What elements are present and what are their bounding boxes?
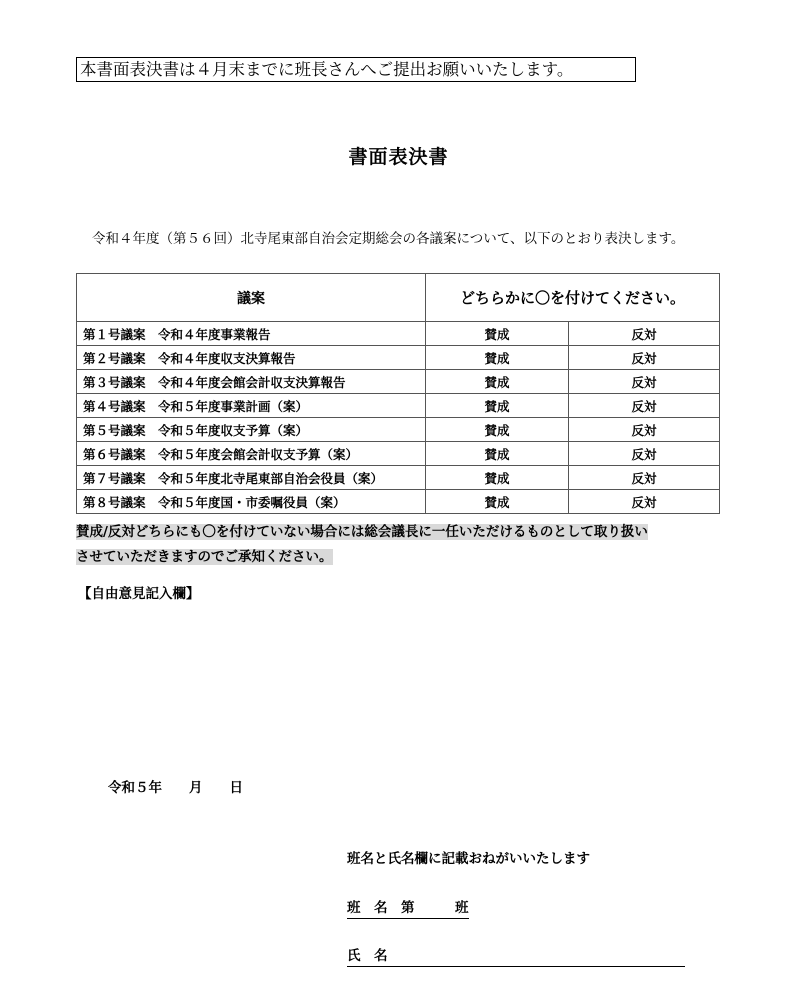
agenda-item-label: 第１号議案 令和４年度事業報告 (77, 322, 426, 346)
table-header-row (77, 274, 720, 322)
fill-request-text: 班名と氏名欄に記載おねがいいたします (347, 851, 590, 867)
approve-option[interactable]: 賛成 (426, 442, 569, 466)
table-row (77, 442, 720, 466)
free-opinion-heading: 【自由意見記入欄】 (78, 586, 200, 602)
note-line-2: させていただきますのでご承知ください。 (76, 549, 333, 565)
agenda-item-label: 第３号議案 令和４年度会館会計収支決算報告 (77, 370, 426, 394)
approve-option[interactable]: 賛成 (426, 466, 569, 490)
intro-text: 令和４年度（第５６回）北寺尾東部自治会定期総会の各議案について、以下のとおり表決します。 (92, 231, 685, 247)
header-item: 議案 (77, 274, 426, 322)
resolution-table (76, 273, 720, 514)
agenda-item-label: 第４号議案 令和５年度事業計画（案） (77, 394, 426, 418)
oppose-option[interactable]: 反対 (569, 346, 720, 370)
agenda-item-label: 第５号議案 令和５年度収支予算（案） (77, 418, 426, 442)
approve-option[interactable]: 賛成 (426, 322, 569, 346)
approve-option[interactable]: 賛成 (426, 394, 569, 418)
approve-option[interactable]: 賛成 (426, 490, 569, 514)
table-row (77, 370, 720, 394)
agenda-item-label: 第６号議案 令和５年度会館会計収支予算（案） (77, 442, 426, 466)
oppose-option[interactable]: 反対 (569, 466, 720, 490)
oppose-option[interactable]: 反対 (569, 394, 720, 418)
note-line-1: 賛成/反対どちらにも〇を付けていない場合には総会議長に一任いただけるものとして取り扱い (76, 524, 648, 540)
oppose-option[interactable]: 反対 (569, 370, 720, 394)
agenda-item-label: 第７号議案 令和５年度北寺尾東部自治会役員（案） (77, 466, 426, 490)
table-row (77, 418, 720, 442)
handling-note (76, 520, 720, 570)
oppose-option[interactable]: 反対 (569, 442, 720, 466)
group-name-field[interactable]: 班 名 第 班 (347, 896, 469, 919)
document-title: 書面表決書 (348, 146, 449, 168)
table-row (77, 490, 720, 514)
header-choice: どちらかに〇を付けてください。 (426, 274, 720, 322)
oppose-option[interactable]: 反対 (569, 322, 720, 346)
table-row (77, 466, 720, 490)
table-row (77, 394, 720, 418)
table-row (77, 346, 720, 370)
table-row (77, 322, 720, 346)
approve-option[interactable]: 賛成 (426, 346, 569, 370)
date-line: 令和５年 月 日 (108, 780, 243, 796)
full-name-field[interactable]: 氏 名 (347, 944, 685, 967)
agenda-item-label: 第８号議案 令和５年度国・市委嘱役員（案） (77, 490, 426, 514)
oppose-option[interactable]: 反対 (569, 490, 720, 514)
submission-notice: 本書面表決書は４月末までに班長さんへご提出お願いいたします。 (76, 57, 636, 82)
oppose-option[interactable]: 反対 (569, 418, 720, 442)
agenda-item-label: 第２号議案 令和４年度収支決算報告 (77, 346, 426, 370)
approve-option[interactable]: 賛成 (426, 370, 569, 394)
approve-option[interactable]: 賛成 (426, 418, 569, 442)
